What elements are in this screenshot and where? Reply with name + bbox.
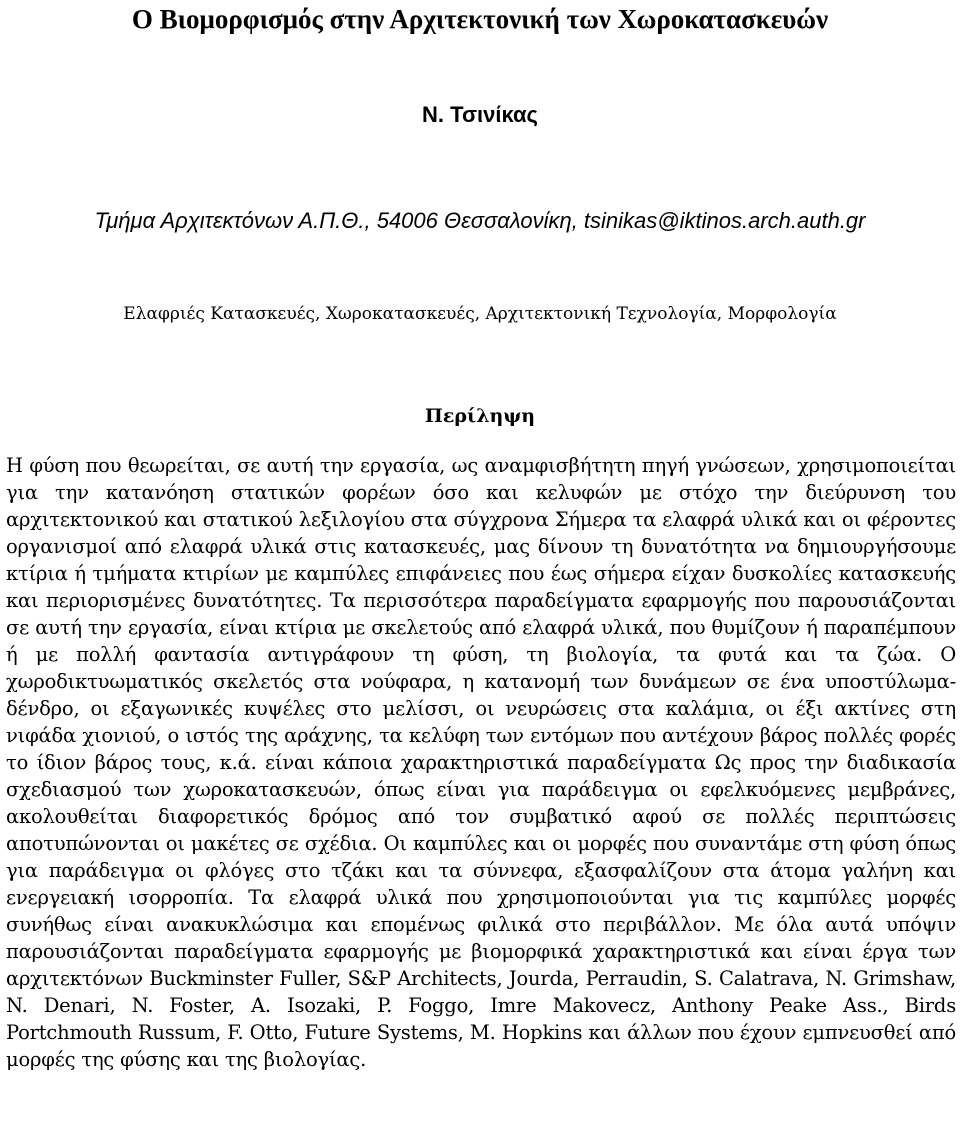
author-affiliation: Τμήμα Αρχιτεκτόνων Α.Π.Θ., 54006 Θεσσαλονίκη, tsinikas@iktinos.arch.auth.gr [94, 208, 866, 233]
keywords: Ελαφριές Κατασκευές, Χωροκατασκευές, Αρχιτεκτονική Τεχνολογία, Μορφολογία [123, 304, 837, 324]
author-name: Ν. Τσινίκας [422, 102, 538, 127]
abstract-text: Η φύση που θεωρείται, σε αυτή την εργασία, ως αναμφισβήτητη πηγή γνώσεων, χρησιμοποιείται για την κατανόηση στατικών φορέων όσο και κελυφών με στόχο την διεύρυνση του αρχιτεκτονικού και στατικού λεξιλογίου στα σύγχρονα Σήμερα τα ελαφρά υλικά και οι φέροντες οργανισμοί από ελαφρά υλικά στις κατασκευές, μας δίνουν τη δυνατότητα να δημιουργήσουμε κτίρια ή τμήματα κτιρίων με καμπύλες επιφάνειες που έως σήμερα είχαν δυσκολίες κατασκευής και περιορισμένες δυνατότητες. Τα περισσότερα παραδείγματα εφαρμογής που παρουσιάζονται σε αυτή την εργασία, είναι κτίρια με σκελετούς από ελαφρά υλικά, που θυμίζουν ή παραπέμπουν ή με πολλή φαντασία αντιγράφουν τη φύση, τη βιολογία, τα φυτά και τα ζώα. Ο χωροδικτυωματικός σκελετός στα νούφαρα, η κατανομή των δυνάμεων σε ένα υποστύλωμα-δένδρο, οι εξαγωνικές κυψέλες στο μελίσσι, οι νευρώσεις στα καλάμια, οι έξι ακτίνες στη νιφάδα χιονιού, ο ιστός της αράχνης, τα κελύφη των εντόμων που αντέχουν βάρος πολλές φορές το ίδιον βάρος τους, κ.ά. είναι κάποια χαρακτηριστικά παραδείγματα Ως προς την διαδικασία σχεδιασμού των χωροκατασκευών, όπως είναι για παράδειγμα οι εφελκυόμενες μεμβράνες, ακολουθείται διαφορετικός δρόμος από τον συμβατικό αφού σε πολλές περιπτώσεις αποτυπώνονται οι μακέτες σε σχέδια. Οι καμπύλες και οι μορφές που συναντάμε στη φύση όπως για παράδειγμα οι φλόγες στο τζάκι και τα σύννεφα, εξασφαλίζουν στα άτομα γαλήνη και ενεργειακή ισορροπία. Τα ελαφρά υλικά που χρησιμοποιούνται για τις καμπύλες μορφές συνήθως είναι ανακυκλώσιμα και επομένως φιλικά στο περιβάλλον. Με όλα αυτά υπόψιν παρουσιάζονται παραδείγματα εφαρμογής με βιομορφικά χαρακτηριστικά και είναι έργα των αρχιτεκτόνων Buckminster Fuller, S&P Architects, Jourda, Perraudin, S. Calatrava, N. Grimshaw, N. Denari, N. Foster, A. Isozaki, P. Foggo, Imre Makovecz, Anthony Peake Ass., Birds Portchmouth Russum, F. Otto, Future Systems, M. Hopkins και άλλων που έχουν εμπνευσθεί από μορφές της φύσης και της βιολογίας. [6, 454, 956, 1071]
abstract-heading: Περίληψη [424, 405, 536, 427]
paper-title: Ο Βιομορφισμός στην Αρχιτεκτονική των Χωροκατασκευών [131, 4, 829, 34]
